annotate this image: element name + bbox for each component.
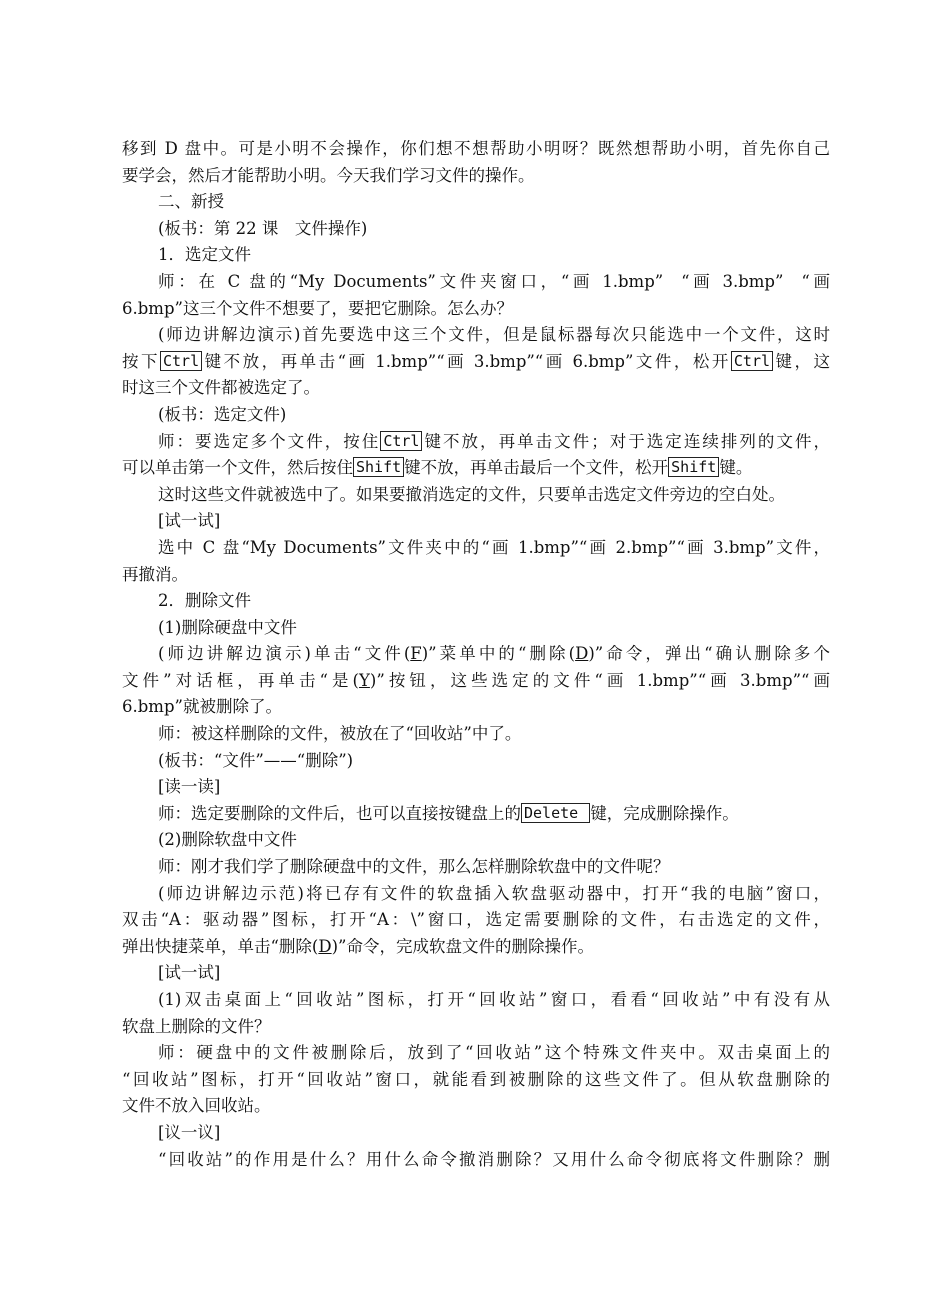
- text-run: 可以单击第一个文件，然后按住: [122, 458, 353, 478]
- text-run: )”命令，完成软盘文件的删除操作。: [331, 936, 594, 956]
- paragraph-line: “回收站”图标，打开“回收站”窗口，就能看到被删除的这些文件了。但从软盘删除的: [122, 1069, 830, 1089]
- activity-heading: [试一试]: [158, 963, 221, 983]
- ctrl-key: Ctrl: [380, 431, 422, 451]
- accelerator-key: F: [410, 644, 422, 664]
- ctrl-key: Ctrl: [731, 351, 773, 371]
- subsection-heading: (2)删除软盘中文件: [158, 830, 297, 850]
- activity-heading: [读一读]: [158, 777, 221, 797]
- paragraph-line: 6.bmp”就被删除了。: [122, 697, 282, 717]
- shift-key: Shift: [668, 457, 719, 477]
- paragraph-line: (师边讲解边示范)将已存有文件的软盘插入软盘驱动器中，打开“我的电脑”窗口，: [158, 883, 830, 903]
- text-run: 键，这: [773, 351, 831, 371]
- board-note: (板书：第 22 课 文件操作): [158, 218, 368, 238]
- paragraph-line: 要学会，然后才能帮助小明。今天我们学习文件的操作。: [122, 165, 535, 185]
- paragraph-line: 师：被这样删除的文件，被放在了“回收站”中了。: [158, 724, 522, 744]
- text-run: 键。: [719, 458, 753, 478]
- paragraph-line: 这时这些文件就被选中了。如果要撤消选定的文件，只要单击选定文件旁边的空白处。: [158, 484, 785, 504]
- text-run: 键，完成删除操作。: [590, 803, 739, 823]
- text-run: )”按钮，这些选定的文件“画 1.bmp”“画 3.bmp”“画: [369, 670, 830, 690]
- shift-key: Shift: [353, 457, 404, 477]
- activity-heading: [议一议]: [158, 1122, 221, 1142]
- delete-key: Delete: [521, 803, 590, 823]
- text-run: 键不放，再单击“画 1.bmp”“画 3.bmp”“画 6.bmp”文件，松开: [202, 351, 731, 371]
- paragraph-line: 师：硬盘中的文件被删除后，放到了“回收站”这个特殊文件夹中。双击桌面上的: [158, 1043, 830, 1063]
- activity-heading: [试一试]: [158, 511, 221, 531]
- paragraph-line: 双击“A：驱动器”图标，打开“A：\”窗口，选定需要删除的文件，右击选定的文件，: [122, 910, 830, 930]
- paragraph-line: 6.bmp”这三个文件不想要了，要把它删除。怎么办？: [122, 298, 513, 318]
- paragraph-line: (师边讲解边演示)首先要选中这三个文件，但是鼠标器每次只能选中一个文件，这时: [158, 325, 830, 345]
- accelerator-key: Y: [359, 670, 370, 690]
- text-run: 键不放，再单击文件；对于选定连续排列的文件，: [422, 431, 831, 451]
- paragraph-line: [122, 934, 830, 961]
- text-run: 按下: [122, 351, 160, 371]
- text-run: 键不放，再单击最后一个文件，松开: [404, 458, 669, 478]
- paragraph-line: 再撤消。: [122, 564, 188, 584]
- paragraph-line: [122, 668, 830, 695]
- text-run: 师：要选定多个文件，按住: [158, 431, 381, 451]
- board-note: (板书：选定文件): [158, 404, 287, 424]
- subsection-heading: 2．删除文件: [158, 591, 251, 611]
- text-run: 弹出快捷菜单，单击“删除(: [122, 936, 319, 956]
- text-run: 师：选定要删除的文件后，也可以直接按键盘上的: [158, 803, 521, 823]
- accelerator-key: D: [575, 644, 589, 664]
- text-run: 文件”对话框，再单击“是(: [122, 670, 359, 690]
- paragraph-line: [122, 641, 830, 668]
- subsection-heading: (1)删除硬盘中文件: [158, 617, 297, 637]
- paragraph-line: “回收站”的作用是什么？用什么命令撤消删除？又用什么命令彻底将文件删除？删: [158, 1149, 830, 1169]
- paragraph-line: [122, 429, 830, 456]
- paragraph-line: 移到 D 盘中。可是小明不会操作，你们想不想帮助小明呀？既然想帮助小明，首先你自己: [122, 139, 830, 158]
- paragraph-line: 软盘上删除的文件？: [122, 1016, 271, 1036]
- paragraph-line: 选中 C 盘“My Documents”文件夹中的“画 1.bmp”“画 2.bmp”“画 3.bmp”文件，: [158, 537, 830, 557]
- paragraph-line: 师：在 C 盘的“My Documents”文件夹窗口，“画 1.bmp” “画 3.bmp” “画: [158, 271, 830, 291]
- document-page: [122, 136, 830, 1173]
- paragraph-line: [122, 349, 830, 376]
- paragraph-line: 师：刚才我们学了删除硬盘中的文件，那么怎样删除软盘中的文件呢？: [158, 857, 670, 877]
- text-run: (师边讲解边演示)单击“文件(: [158, 644, 411, 664]
- accelerator-key: D: [318, 936, 332, 956]
- paragraph-line: 文件不放入回收站。: [122, 1096, 271, 1116]
- paragraph-line: [122, 455, 830, 482]
- paragraph-line: 时这三个文件都被选定了。: [122, 378, 320, 398]
- text-run: )”菜单中的“删除(: [421, 644, 576, 664]
- paragraph-line: [122, 801, 830, 828]
- board-note: (板书：“文件”——“删除”): [158, 750, 354, 770]
- subsection-heading: 1．选定文件: [158, 245, 251, 265]
- paragraph-line: (1)双击桌面上“回收站”图标，打开“回收站”窗口，看看“回收站”中有没有从: [158, 990, 830, 1009]
- section-heading: 二、新授: [158, 192, 224, 212]
- ctrl-key: Ctrl: [160, 351, 202, 371]
- text-run: )”命令，弹出“确认删除多个: [588, 644, 831, 664]
